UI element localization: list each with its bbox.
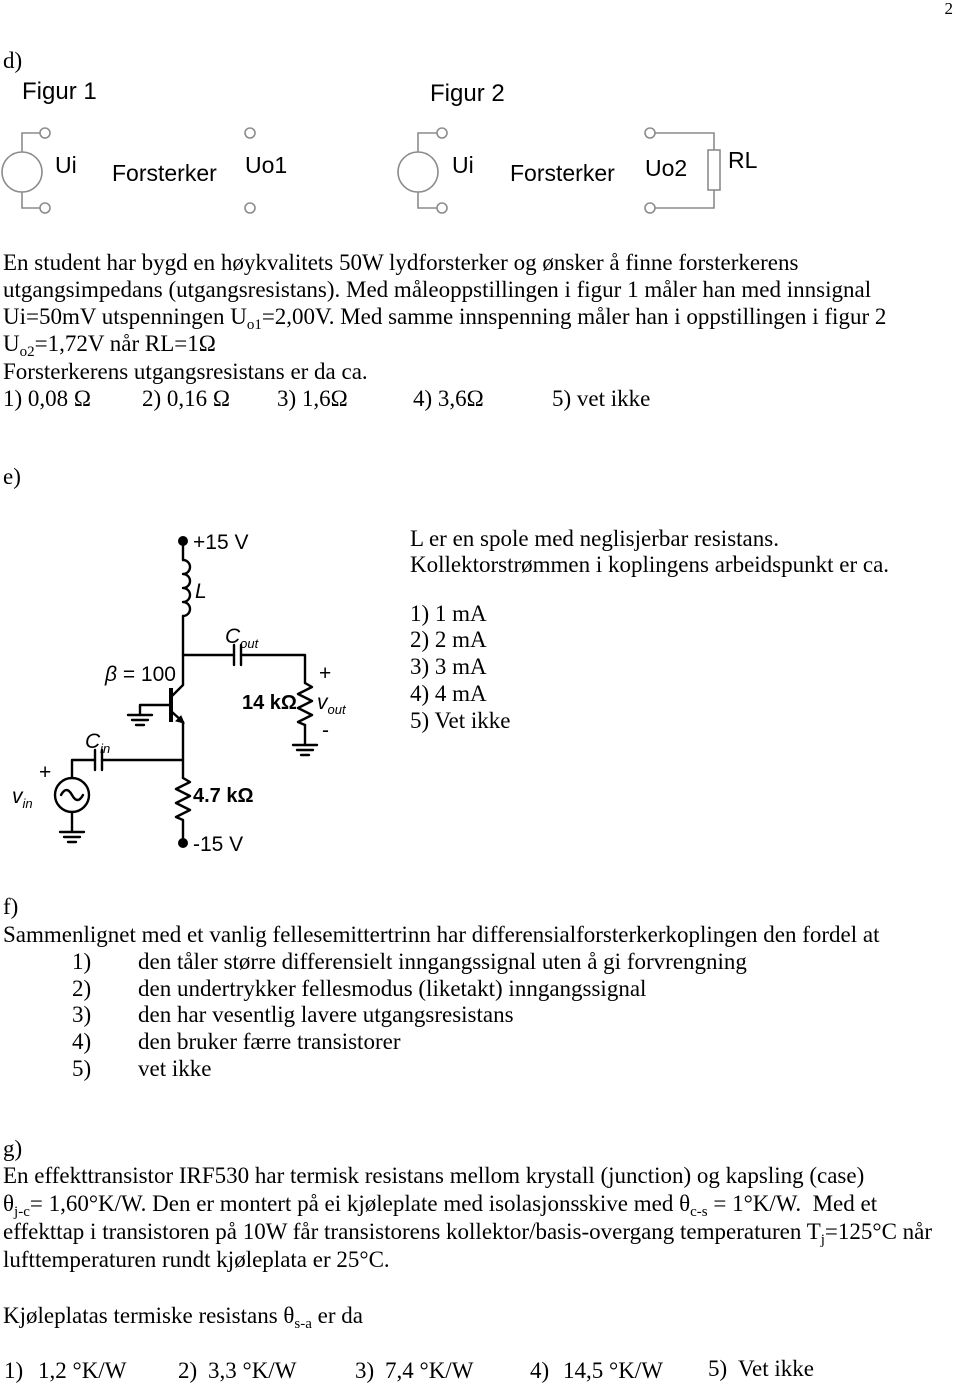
f-option-number: 5)	[72, 1056, 92, 1081]
vee-node-dot	[178, 838, 188, 848]
question-label-g: g)	[3, 1136, 23, 1161]
load-resistor-label	[242, 692, 297, 714]
ground-icon	[128, 715, 152, 725]
d-text-line-3-part: Ui=50mV utspenningen U	[3, 304, 247, 329]
fig2-output-terminal-bottom	[645, 203, 655, 213]
subscript: j-c	[14, 1204, 30, 1220]
f-option-number: 2)	[72, 976, 92, 1001]
fig1-output-terminal-top	[245, 128, 255, 138]
e-option-2: 2) 2 mA	[410, 627, 487, 652]
question-label-d: d)	[3, 48, 23, 73]
d-text-line-1: En student har bygd en høykvalitets 50W lydforsterker og ønsker å finne forsterkerens	[3, 250, 799, 275]
fig1-wire-top	[22, 133, 40, 152]
g-option-number: 3)	[355, 1358, 375, 1383]
g-question-part: er da	[311, 1303, 363, 1328]
c-in-main: C	[85, 730, 101, 753]
inductor-label	[195, 580, 207, 603]
vee-label	[193, 833, 243, 856]
d-text-line-5: Forsterkerens utgangsresistans er da ca.	[3, 359, 368, 384]
output-minus-text: -	[322, 719, 329, 742]
common-base-amplifier-circuit	[0, 520, 400, 865]
g-text-line-2-part: = 1°K/W. Med et	[707, 1191, 878, 1216]
g-question-text	[3, 1302, 363, 1333]
subscript: o1	[246, 317, 262, 333]
d-option-3: 3) 1,6Ω	[277, 386, 348, 411]
load-resistor-text: 14 kΩ	[242, 692, 297, 714]
e-text-line-1: L er en spole med neglisjerbar resistans.	[410, 526, 779, 551]
c-out-sub: out	[240, 636, 259, 651]
fig1-source-icon	[2, 152, 42, 192]
fig2-wire-top	[418, 133, 437, 152]
emitter-resistor-label	[193, 785, 254, 807]
f-option-text: den har vesentlig lavere utgangsresistans	[138, 1002, 514, 1027]
v-out-label	[317, 691, 347, 717]
g-text-line-3-part: effekttap i transistoren på 10W får transistorens kollektor/basis-overgang temperaturen T	[3, 1219, 821, 1244]
f-option-text: den tåler større differensielt inngangssignal uten å gi forvrengning	[138, 949, 747, 974]
fig2-output-terminal-top	[645, 128, 655, 138]
question-label-f: f)	[3, 894, 19, 919]
g-option-text: 1,2 °K/W	[38, 1358, 127, 1383]
d-option-5: 5) vet ikke	[552, 386, 651, 411]
figure-2-title: Figur 2	[430, 80, 505, 107]
f-question-text: Sammenlignet med et vanlig fellesemittertrinn har differensialforsterkerkoplingen den fordel at	[3, 922, 880, 947]
d-text-line-3-part: =2,00V. Med samme innspenning måler han i oppstillingen i figur 2	[261, 304, 887, 329]
f-option-text: vet ikke	[138, 1056, 212, 1081]
emitter-resistor-icon	[176, 778, 190, 843]
g-option-text: 3,3 °K/W	[208, 1358, 297, 1383]
v-in-main: v	[12, 785, 23, 808]
base-wire	[140, 705, 171, 715]
g-option-number: 2)	[178, 1358, 198, 1383]
collector-lead	[172, 685, 183, 696]
fig1-output-label: Uo1	[245, 152, 288, 178]
f-option-text: den bruker færre transistorer	[138, 1029, 401, 1054]
load-resistor-icon	[298, 683, 312, 725]
beta-label	[104, 663, 176, 686]
c-out-main: C	[225, 625, 241, 648]
f-option-number: 1)	[72, 949, 92, 974]
g-text-line-2-part: θ	[3, 1191, 15, 1216]
g-option-number: 4)	[530, 1358, 550, 1383]
output-minus-label	[322, 719, 329, 742]
d-text-line-2: utgangsimpedans (utgangsresistans). Med måleoppstillingen i figur 1 måler han med innsignal	[3, 277, 872, 302]
wire	[241, 655, 305, 683]
e-option-1: 1) 1 mA	[410, 601, 487, 626]
d-option-4: 4) 3,6Ω	[413, 386, 484, 411]
vee-label-text: -15 V	[193, 833, 244, 856]
g-text-line-1: En effekttransistor IRF530 har termisk resistans mellom krystall (junction) og kapsling (case)	[3, 1163, 865, 1188]
subscript: o2	[19, 344, 35, 360]
fig1-wire-bottom	[22, 192, 40, 208]
inductor-icon	[183, 560, 190, 616]
g-option-text: Vet ikke	[738, 1356, 815, 1381]
d-option-1: 1) 0,08 Ω	[3, 386, 92, 411]
fig2-load-label: RL	[728, 147, 758, 173]
fig2-output-label: Uo2	[645, 155, 688, 181]
g-text-line-2-part: = 1,60°K/W. Den er montert på ei kjøleplate med isolasjonsskive med θ	[29, 1191, 691, 1216]
fig2-input-terminal-bottom	[437, 203, 447, 213]
v-out-sub: out	[327, 702, 346, 717]
fig2-load-wire-top	[655, 133, 714, 150]
fig2-load-resistor-icon	[708, 150, 720, 190]
fig1-input-terminal-top	[40, 128, 50, 138]
output-plus-label	[319, 662, 331, 685]
v-in-sub: in	[22, 796, 33, 811]
fig1-output-terminal-bottom	[245, 203, 255, 213]
subscript: c-s	[690, 1204, 708, 1220]
v-in-label	[12, 785, 33, 811]
d-option-2: 2) 0,16 Ω	[142, 386, 231, 411]
subscript: j	[820, 1232, 825, 1248]
g-option-text: 14,5 °K/W	[563, 1358, 663, 1383]
g-text-line-4: lufttemperaturen rundt kjøleplata er 25°C.	[3, 1247, 390, 1272]
ground-icon	[60, 832, 84, 842]
fig2-load-wire-bottom	[655, 190, 714, 208]
figure-1-title: Figur 1	[22, 78, 97, 105]
vcc-label-text: +15 V	[193, 531, 249, 554]
output-plus-text: +	[319, 662, 332, 685]
g-option-text: 7,4 °K/W	[385, 1358, 474, 1383]
page-number: 2	[944, 0, 953, 18]
f-option-text: den undertrykker fellesmodus (liketakt) inngangssignal	[138, 976, 647, 1001]
f-option-number: 4)	[72, 1029, 92, 1054]
fig2-wire-bottom	[418, 192, 437, 208]
c-out-label	[225, 625, 260, 651]
fig2-source-icon	[398, 152, 438, 192]
input-plus-text: +	[39, 761, 52, 784]
g-option-number: 1)	[4, 1358, 24, 1383]
fig2-input-terminal-top	[437, 128, 447, 138]
wire	[72, 760, 95, 778]
e-text-line-2: Kollektorstrømmen i koplingens arbeidspunkt er ca.	[410, 552, 890, 577]
fig2-amplifier-label: Forsterker	[510, 160, 615, 186]
inductor-label-text: L	[195, 580, 207, 603]
beta-symbol: β	[105, 663, 117, 686]
c-in-sub: in	[100, 741, 111, 756]
beta-value: = 100	[117, 663, 176, 686]
v-out-main: v	[317, 691, 328, 714]
input-plus-label	[39, 761, 51, 784]
e-option-4: 4) 4 mA	[410, 681, 487, 706]
e-option-3: 3) 3 mA	[410, 654, 487, 679]
e-option-5: 5) Vet ikke	[410, 708, 511, 733]
g-text-line-2	[3, 1190, 877, 1221]
emitter-resistor-text: 4.7 kΩ	[193, 785, 254, 807]
d-text-line-4-part: =1,72V når RL=1Ω	[34, 331, 216, 356]
fig1-input-label: Ui	[55, 152, 77, 178]
g-text-line-3	[3, 1218, 932, 1249]
question-label-e: e)	[3, 464, 21, 489]
f-option-number: 3)	[72, 1002, 92, 1027]
g-option-number: 5)	[708, 1356, 728, 1381]
g-question-part: Kjøleplatas termiske resistans θ	[3, 1303, 295, 1328]
d-text-line-4-part: U	[3, 331, 20, 356]
fig2-input-label: Ui	[452, 152, 474, 178]
fig1-amplifier-label: Forsterker	[112, 160, 217, 186]
c-in-label	[85, 730, 110, 756]
ground-icon	[293, 745, 317, 755]
fig1-input-terminal-bottom	[40, 203, 50, 213]
g-text-line-3-part: =125°C når	[824, 1219, 933, 1244]
vcc-label	[193, 531, 248, 554]
d-text-line-4	[3, 330, 216, 361]
subscript: s-a	[294, 1316, 312, 1332]
